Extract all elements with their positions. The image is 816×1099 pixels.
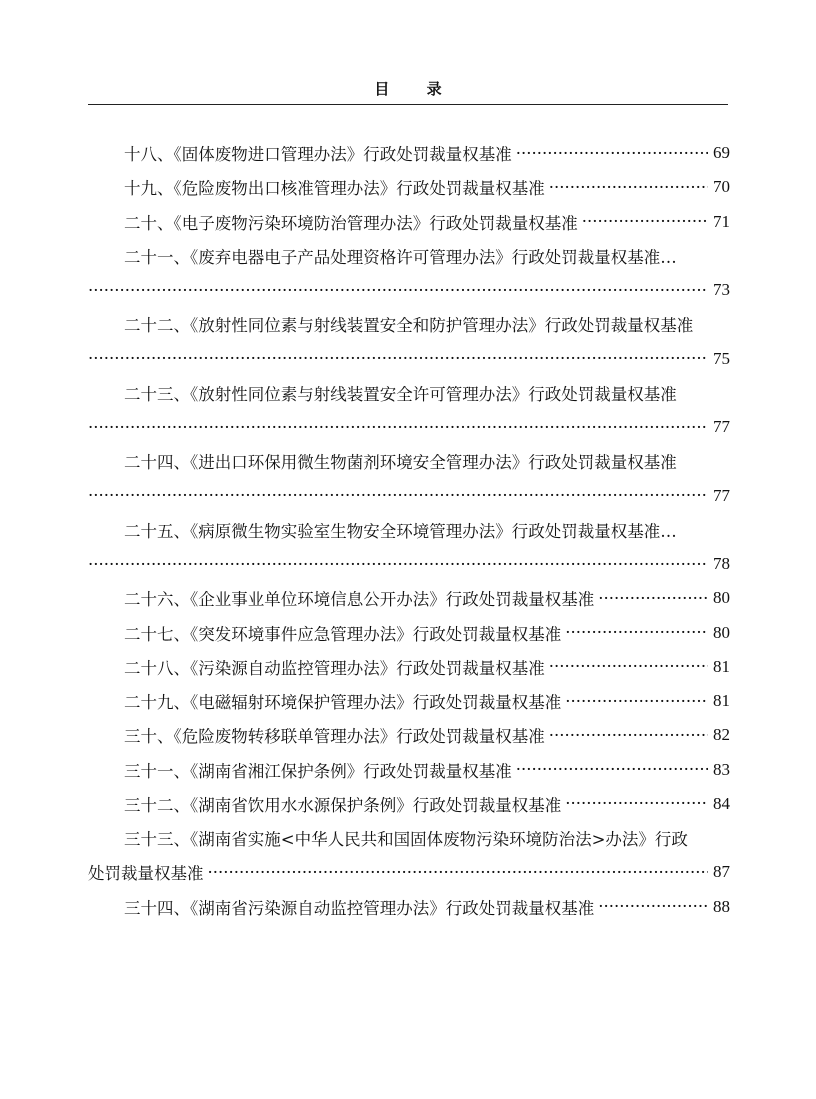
toc-entry-title: 三十、《危险废物转移联单管理办法》行政处罚裁量权基准 (124, 727, 545, 747)
toc-entry[interactable] (88, 787, 730, 821)
toc-entry-title: 二十、《电子废物污染环境防治管理办法》行政处罚裁量权基准 (124, 213, 578, 233)
toc-entry-title: 二十六、《企业事业单位环境信息公开办法》行政处罚裁量权基准 (124, 590, 595, 610)
toc-entry[interactable] (88, 581, 730, 615)
toc-entry-page: 84 (713, 793, 730, 813)
dot-leader (549, 657, 708, 676)
toc-entry[interactable] (88, 890, 730, 924)
dot-leader (88, 349, 708, 368)
page-title: 目 录 (374, 80, 458, 98)
dot-leader (88, 555, 708, 574)
dot-leader (88, 281, 708, 300)
toc-entry-page: 80 (713, 622, 730, 642)
toc-entry[interactable] (88, 684, 730, 718)
toc-entry[interactable] (88, 753, 730, 787)
toc-entry-page: 71 (713, 211, 730, 231)
dot-leader (565, 692, 708, 711)
header-divider (88, 104, 728, 105)
dot-leader (88, 418, 708, 437)
toc-entry-continuation[interactable] (88, 410, 730, 444)
toc-entry-title: 三十一、《湖南省湘江保护条例》行政处罚裁量权基准 (124, 761, 512, 781)
toc-entry-page: 83 (713, 759, 730, 779)
dot-leader (516, 760, 708, 779)
toc-entry[interactable] (88, 718, 730, 752)
toc-entry-title: 十八、《固体废物进口管理办法》行政处罚裁量权基准 (124, 145, 512, 165)
toc-entry-continuation[interactable] (88, 855, 730, 889)
dot-leader (516, 144, 708, 163)
dot-leader (549, 726, 708, 745)
toc-entry-title: 三十三、《湖南省实施<中华人民共和国固体废物污染环境防治法>办法》行政 (124, 830, 688, 850)
toc-entry-title: 二十三、《放射性同位素与射线装置安全许可管理办法》行政处罚裁量权基准 (124, 384, 677, 404)
toc-entry-page: 87 (713, 862, 730, 882)
table-of-contents (88, 136, 730, 924)
toc-entry[interactable] (88, 239, 730, 273)
toc-entry-title: 二十七、《突发环境事件应急管理办法》行政处罚裁量权基准 (124, 624, 562, 644)
toc-entry-page: 69 (713, 143, 730, 163)
toc-entry-page: 70 (713, 177, 730, 197)
toc-entry-title: 二十九、《电磁辐射环境保护管理办法》行政处罚裁量权基准 (124, 693, 562, 713)
toc-entry[interactable] (88, 307, 730, 341)
toc-entry-continuation[interactable] (88, 547, 730, 581)
dot-leader (565, 623, 708, 642)
toc-entry-page: 75 (713, 348, 730, 368)
toc-entry-title-continued: 处罚裁量权基准 (88, 864, 204, 884)
toc-entry[interactable] (88, 376, 730, 410)
toc-entry[interactable] (88, 170, 730, 204)
toc-entry-continuation[interactable] (88, 342, 730, 376)
dot-leader (88, 486, 708, 505)
toc-entry-continuation[interactable] (88, 273, 730, 307)
toc-entry-page: 88 (713, 896, 730, 916)
toc-entry-title: 二十八、《污染源自动监控管理办法》行政处罚裁量权基准 (124, 658, 545, 678)
toc-entry-page: 82 (713, 725, 730, 745)
dot-leader (208, 863, 709, 882)
toc-entry-title: 二十二、《放射性同位素与射线装置安全和防护管理办法》行政处罚裁量权基准 (124, 316, 694, 336)
toc-entry-title: 二十一、《废弃电器电子产品处理资格许可管理办法》行政处罚裁量权基准… (124, 247, 677, 267)
toc-entry[interactable] (88, 205, 730, 239)
dot-leader (565, 794, 708, 813)
toc-entry-title: 三十四、《湖南省污染源自动监控管理办法》行政处罚裁量权基准 (124, 898, 595, 918)
toc-entry-title: 三十二、《湖南省饮用水水源保护条例》行政处罚裁量权基准 (124, 795, 562, 815)
dot-leader (598, 589, 708, 608)
toc-entry-title: 二十四、《进出口环保用微生物菌剂环境安全管理办法》行政处罚裁量权基准 (124, 453, 677, 473)
toc-entry[interactable] (88, 650, 730, 684)
toc-entry[interactable] (88, 513, 730, 547)
dot-leader (549, 178, 708, 197)
toc-entry[interactable] (88, 821, 730, 855)
toc-entry[interactable] (88, 136, 730, 170)
toc-entry-page: 81 (713, 691, 730, 711)
toc-entry-page: 81 (713, 656, 730, 676)
toc-entry-continuation[interactable] (88, 479, 730, 513)
toc-entry-title: 十九、《危险废物出口核准管理办法》行政处罚裁量权基准 (124, 179, 545, 199)
toc-entry-page: 80 (713, 588, 730, 608)
dot-leader (598, 897, 708, 916)
toc-entry-page: 73 (713, 280, 730, 300)
toc-entry-title: 二十五、《病原微生物实验室生物安全环境管理办法》行政处罚裁量权基准… (124, 521, 677, 541)
toc-entry-page: 77 (713, 485, 730, 505)
toc-entry[interactable] (88, 616, 730, 650)
toc-entry[interactable] (88, 444, 730, 478)
toc-entry-page: 78 (713, 554, 730, 574)
dot-leader (582, 212, 708, 231)
toc-entry-page: 77 (713, 417, 730, 437)
